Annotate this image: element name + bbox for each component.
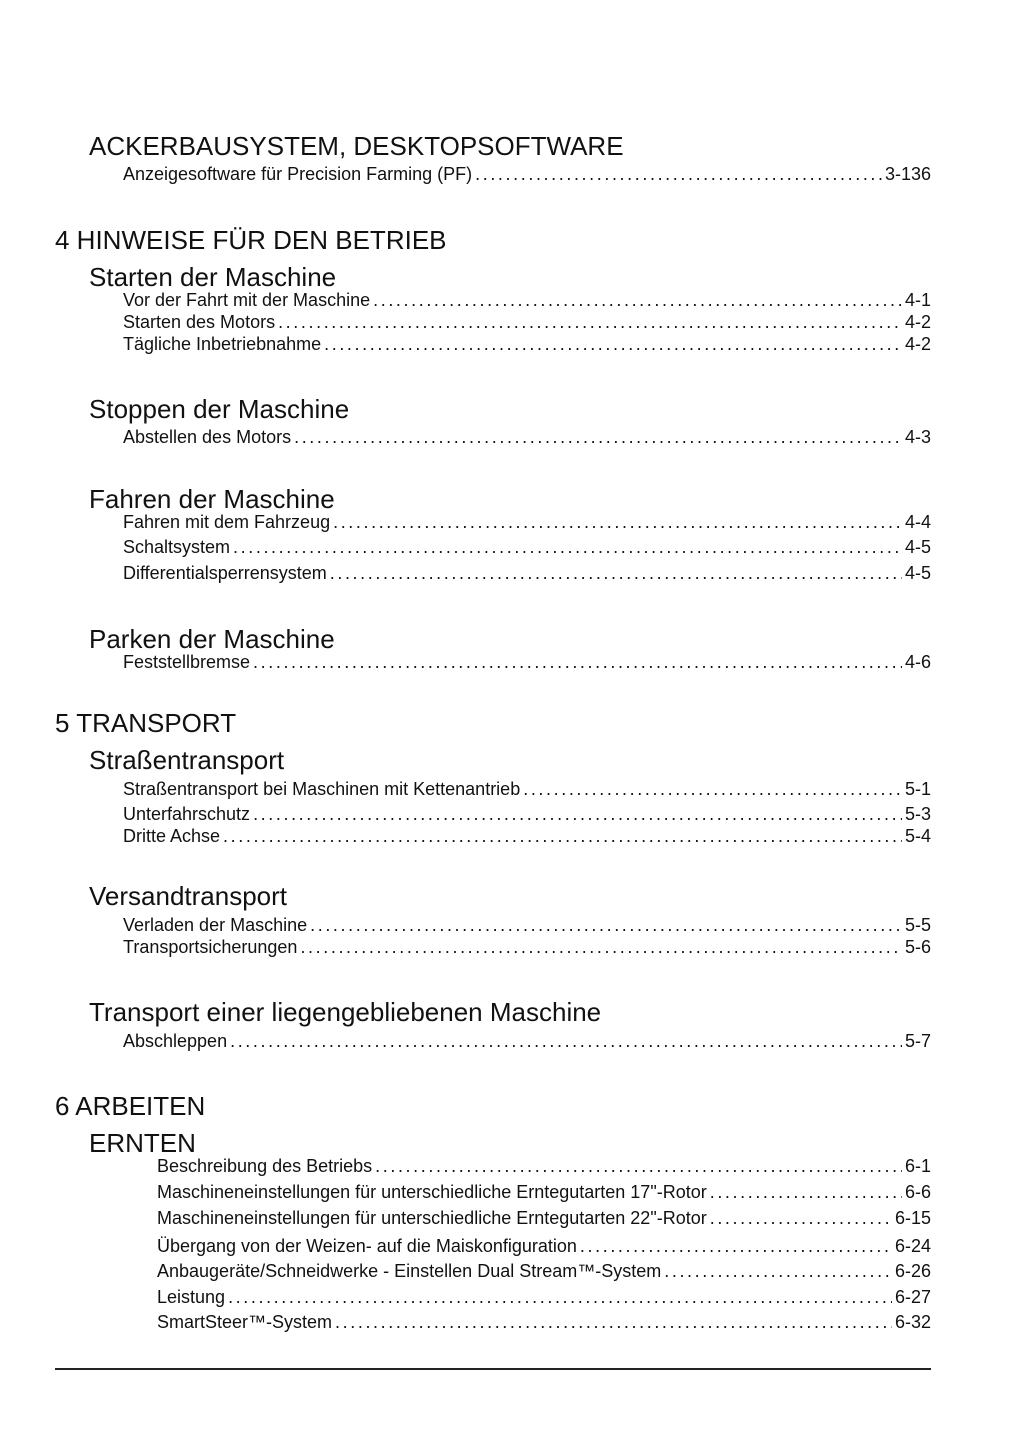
toc-entry-title: Maschineneinstellungen für unterschiedliche Erntegutarten 22"-Rotor (157, 1208, 707, 1228)
toc-entry-title: Starten des Motors (123, 312, 276, 332)
toc-entry-title: Schaltsystem (123, 537, 231, 557)
toc-entry[interactable] (157, 1209, 931, 1227)
toc-entry[interactable] (123, 428, 931, 446)
leader-dots (278, 313, 902, 331)
section-heading-stoppen: Stoppen der Maschine (89, 394, 350, 424)
section-heading-strassentransport: Straßentransport (89, 745, 285, 775)
leader-dots (375, 1157, 902, 1175)
footer-rule (55, 1368, 931, 1370)
toc-entry[interactable] (123, 827, 931, 845)
toc-entry[interactable] (123, 1032, 931, 1050)
leader-dots (253, 653, 902, 671)
section-heading-liegengeblieben: Transport einer liegengebliebenen Maschine (89, 997, 602, 1027)
toc-entry-page: 4-6 (904, 652, 931, 672)
toc-entry-page: 4-5 (904, 563, 931, 583)
leader-dots (710, 1209, 892, 1227)
toc-entry[interactable] (123, 538, 931, 556)
toc-entry-title: Verladen der Maschine (123, 915, 308, 935)
toc-entry-title: Abstellen des Motors (123, 427, 292, 447)
leader-dots (294, 428, 902, 446)
toc-entry-page: 5-7 (904, 1031, 931, 1051)
section-heading-parken: Parken der Maschine (89, 624, 335, 654)
toc-entry[interactable] (123, 653, 931, 671)
leader-dots (300, 938, 902, 956)
toc-entry-title: Differentialsperrensystem (123, 563, 327, 583)
leader-dots (253, 805, 902, 823)
leader-dots (330, 564, 902, 582)
toc-entry[interactable] (123, 805, 931, 823)
leader-dots (233, 538, 902, 556)
toc-entry[interactable] (157, 1288, 931, 1306)
toc-entry[interactable] (123, 313, 931, 331)
toc-entry[interactable] (157, 1262, 931, 1280)
toc-entry-title: Unterfahrschutz (123, 804, 251, 824)
toc-entry-title: SmartSteer™-System (157, 1312, 333, 1332)
toc-entry[interactable] (123, 335, 931, 353)
toc-entry-page: 5-5 (904, 915, 931, 935)
toc-entry-page: 6-32 (894, 1312, 931, 1332)
toc-entry-page: 4-2 (904, 312, 931, 332)
toc-entry-page: 6-6 (904, 1182, 931, 1202)
toc-entry-title: Abschleppen (123, 1031, 228, 1051)
toc-entry-title: Tägliche Inbetriebnahme (123, 334, 322, 354)
leader-dots (223, 827, 902, 845)
leader-dots (228, 1288, 892, 1306)
toc-entry-title: Transportsicherungen (123, 937, 298, 957)
toc-entry-title: Straßentransport bei Maschinen mit Kettenantrieb (123, 779, 521, 799)
toc-entry[interactable] (157, 1157, 931, 1175)
toc-entry-page: 4-5 (904, 537, 931, 557)
toc-entry-page: 6-26 (894, 1261, 931, 1281)
leader-dots (475, 165, 882, 183)
toc-entry-title: Fahren mit dem Fahrzeug (123, 512, 331, 532)
section-heading-fahren: Fahren der Maschine (89, 484, 335, 514)
leader-dots (333, 513, 902, 531)
leader-dots (373, 291, 902, 309)
toc-entry[interactable] (157, 1183, 931, 1201)
toc-entry[interactable] (157, 1313, 931, 1331)
toc-entry[interactable] (123, 780, 931, 798)
toc-entry-page: 5-6 (904, 937, 931, 957)
toc-entry-title: Anbaugeräte/Schneidwerke - Einstellen Dual Stream™-System (157, 1261, 662, 1281)
toc-entry-title: Feststellbremse (123, 652, 251, 672)
toc-entry[interactable] (123, 938, 931, 956)
toc-entry-page: 4-3 (904, 427, 931, 447)
toc-entry-page: 4-1 (904, 290, 931, 310)
toc-entry[interactable] (123, 564, 931, 582)
leader-dots (710, 1183, 902, 1201)
chapter-heading-6: 6 ARBEITEN (55, 1091, 206, 1121)
section-heading-ernten: ERNTEN (89, 1128, 196, 1158)
toc-entry-page: 4-4 (904, 512, 931, 532)
toc-entry-page: 6-27 (894, 1287, 931, 1307)
toc-entry[interactable] (123, 291, 931, 309)
toc-entry-title: Anzeigesoftware für Precision Farming (PF) (123, 164, 473, 184)
chapter-heading-4: 4 HINWEISE FÜR DEN BETRIEB (55, 225, 447, 255)
section-heading-ackerbausystem: ACKERBAUSYSTEM, DESKTOPSOFTWARE (89, 131, 624, 161)
toc-entry-title: Beschreibung des Betriebs (157, 1156, 373, 1176)
toc-entry-page: 6-1 (904, 1156, 931, 1176)
leader-dots (335, 1313, 892, 1331)
leader-dots (523, 780, 902, 798)
toc-entry-page: 6-15 (894, 1208, 931, 1228)
toc-entry-page: 4-2 (904, 334, 931, 354)
toc-entry-title: Vor der Fahrt mit der Maschine (123, 290, 371, 310)
section-heading-starten: Starten der Maschine (89, 262, 337, 292)
chapter-heading-5: 5 TRANSPORT (55, 708, 237, 738)
leader-dots (310, 916, 902, 934)
toc-entry[interactable] (123, 165, 931, 183)
section-heading-versandtransport: Versandtransport (89, 881, 288, 911)
toc-entry-title: Dritte Achse (123, 826, 221, 846)
leader-dots (580, 1237, 892, 1255)
leader-dots (664, 1262, 892, 1280)
leader-dots (230, 1032, 902, 1050)
toc-entry[interactable] (123, 916, 931, 934)
toc-entry-page: 5-3 (904, 804, 931, 824)
toc-entry-page: 6-24 (894, 1236, 931, 1256)
toc-entry-title: Übergang von der Weizen- auf die Maiskonfiguration (157, 1236, 577, 1256)
toc-entry-title: Leistung (157, 1287, 226, 1307)
toc-entry-title: Maschineneinstellungen für unterschiedliche Erntegutarten 17"-Rotor (157, 1182, 707, 1202)
toc-entry-page: 5-4 (904, 826, 931, 846)
toc-entry-page: 3-136 (884, 164, 931, 184)
toc-entry[interactable] (157, 1237, 931, 1255)
toc-entry-page: 5-1 (904, 779, 931, 799)
leader-dots (324, 335, 902, 353)
toc-entry[interactable] (123, 513, 931, 531)
